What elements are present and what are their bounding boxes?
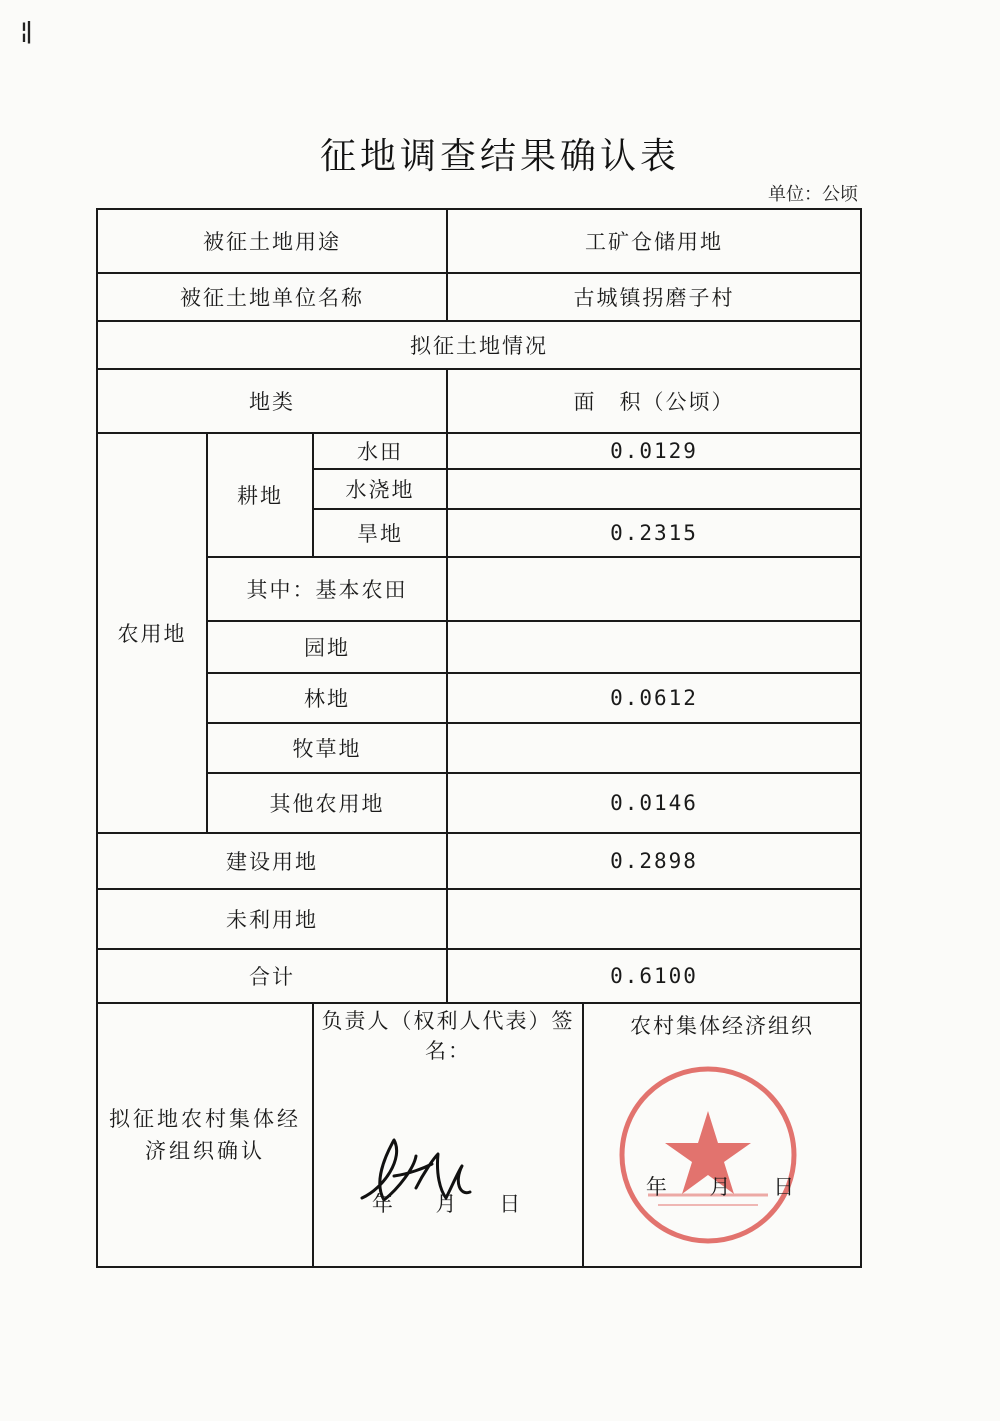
total-label: 合计 bbox=[97, 949, 447, 1003]
paddy-label: 水田 bbox=[313, 433, 447, 469]
owner-label: 被征土地单位名称 bbox=[97, 273, 447, 321]
forest-label: 林地 bbox=[207, 673, 447, 723]
dry-value: 0.2315 bbox=[447, 509, 861, 557]
signer-year: 年 bbox=[371, 1192, 397, 1216]
purpose-label: 被征土地用途 bbox=[97, 209, 447, 273]
signer-cell bbox=[313, 1003, 583, 1267]
forest-value: 0.0612 bbox=[447, 673, 861, 723]
corner-mark: ¦| bbox=[20, 18, 31, 44]
unit-label: 单位：公顷 bbox=[768, 184, 858, 205]
basic-farmland-value bbox=[447, 557, 861, 621]
confirmation-table bbox=[96, 208, 862, 1268]
confirm-label-cell bbox=[97, 1003, 313, 1267]
org-day: 日 bbox=[773, 1175, 799, 1199]
garden-label: 园地 bbox=[207, 621, 447, 673]
irrigated-label: 水浇地 bbox=[313, 469, 447, 509]
purpose-value: 工矿仓储用地 bbox=[447, 209, 861, 273]
garden-value bbox=[447, 621, 861, 673]
irrigated-value bbox=[447, 469, 861, 509]
construction-label: 建设用地 bbox=[97, 833, 447, 889]
org-cell bbox=[583, 1003, 861, 1267]
seal-stamp bbox=[608, 1055, 808, 1255]
col-area: 面 积（公顷） bbox=[447, 369, 861, 433]
unused-label: 未利用地 bbox=[97, 889, 447, 949]
agri-label: 农用地 bbox=[97, 433, 207, 833]
page-title: 征地调查结果确认表 bbox=[319, 136, 680, 177]
other-agri-label: 其他农用地 bbox=[207, 773, 447, 833]
owner-value: 古城镇拐磨子村 bbox=[447, 273, 861, 321]
dry-label: 旱地 bbox=[313, 509, 447, 557]
grass-label: 牧草地 bbox=[207, 723, 447, 773]
arable-label: 耕地 bbox=[207, 433, 313, 557]
signer-day: 日 bbox=[499, 1192, 525, 1216]
signer-label: 负责人（权利人代表）签名： bbox=[321, 1009, 575, 1063]
total-value: 0.6100 bbox=[447, 949, 861, 1003]
signer-month: 月 bbox=[435, 1192, 461, 1216]
confirm-label: 拟征地农村集体经济组织确认 bbox=[109, 1107, 301, 1163]
org-label: 农村集体经济组织 bbox=[630, 1014, 815, 1038]
construction-value: 0.2898 bbox=[447, 833, 861, 889]
org-year: 年 bbox=[645, 1175, 671, 1199]
org-date bbox=[584, 1171, 860, 1201]
section-header: 拟征土地情况 bbox=[97, 321, 861, 369]
org-month: 月 bbox=[709, 1175, 735, 1199]
grass-value bbox=[447, 723, 861, 773]
paddy-value: 0.0129 bbox=[447, 433, 861, 469]
other-agri-value: 0.0146 bbox=[447, 773, 861, 833]
unused-value bbox=[447, 889, 861, 949]
col-landtype: 地类 bbox=[97, 369, 447, 433]
basic-farmland-label: 其中：基本农田 bbox=[207, 557, 447, 621]
signer-date bbox=[314, 1188, 582, 1218]
